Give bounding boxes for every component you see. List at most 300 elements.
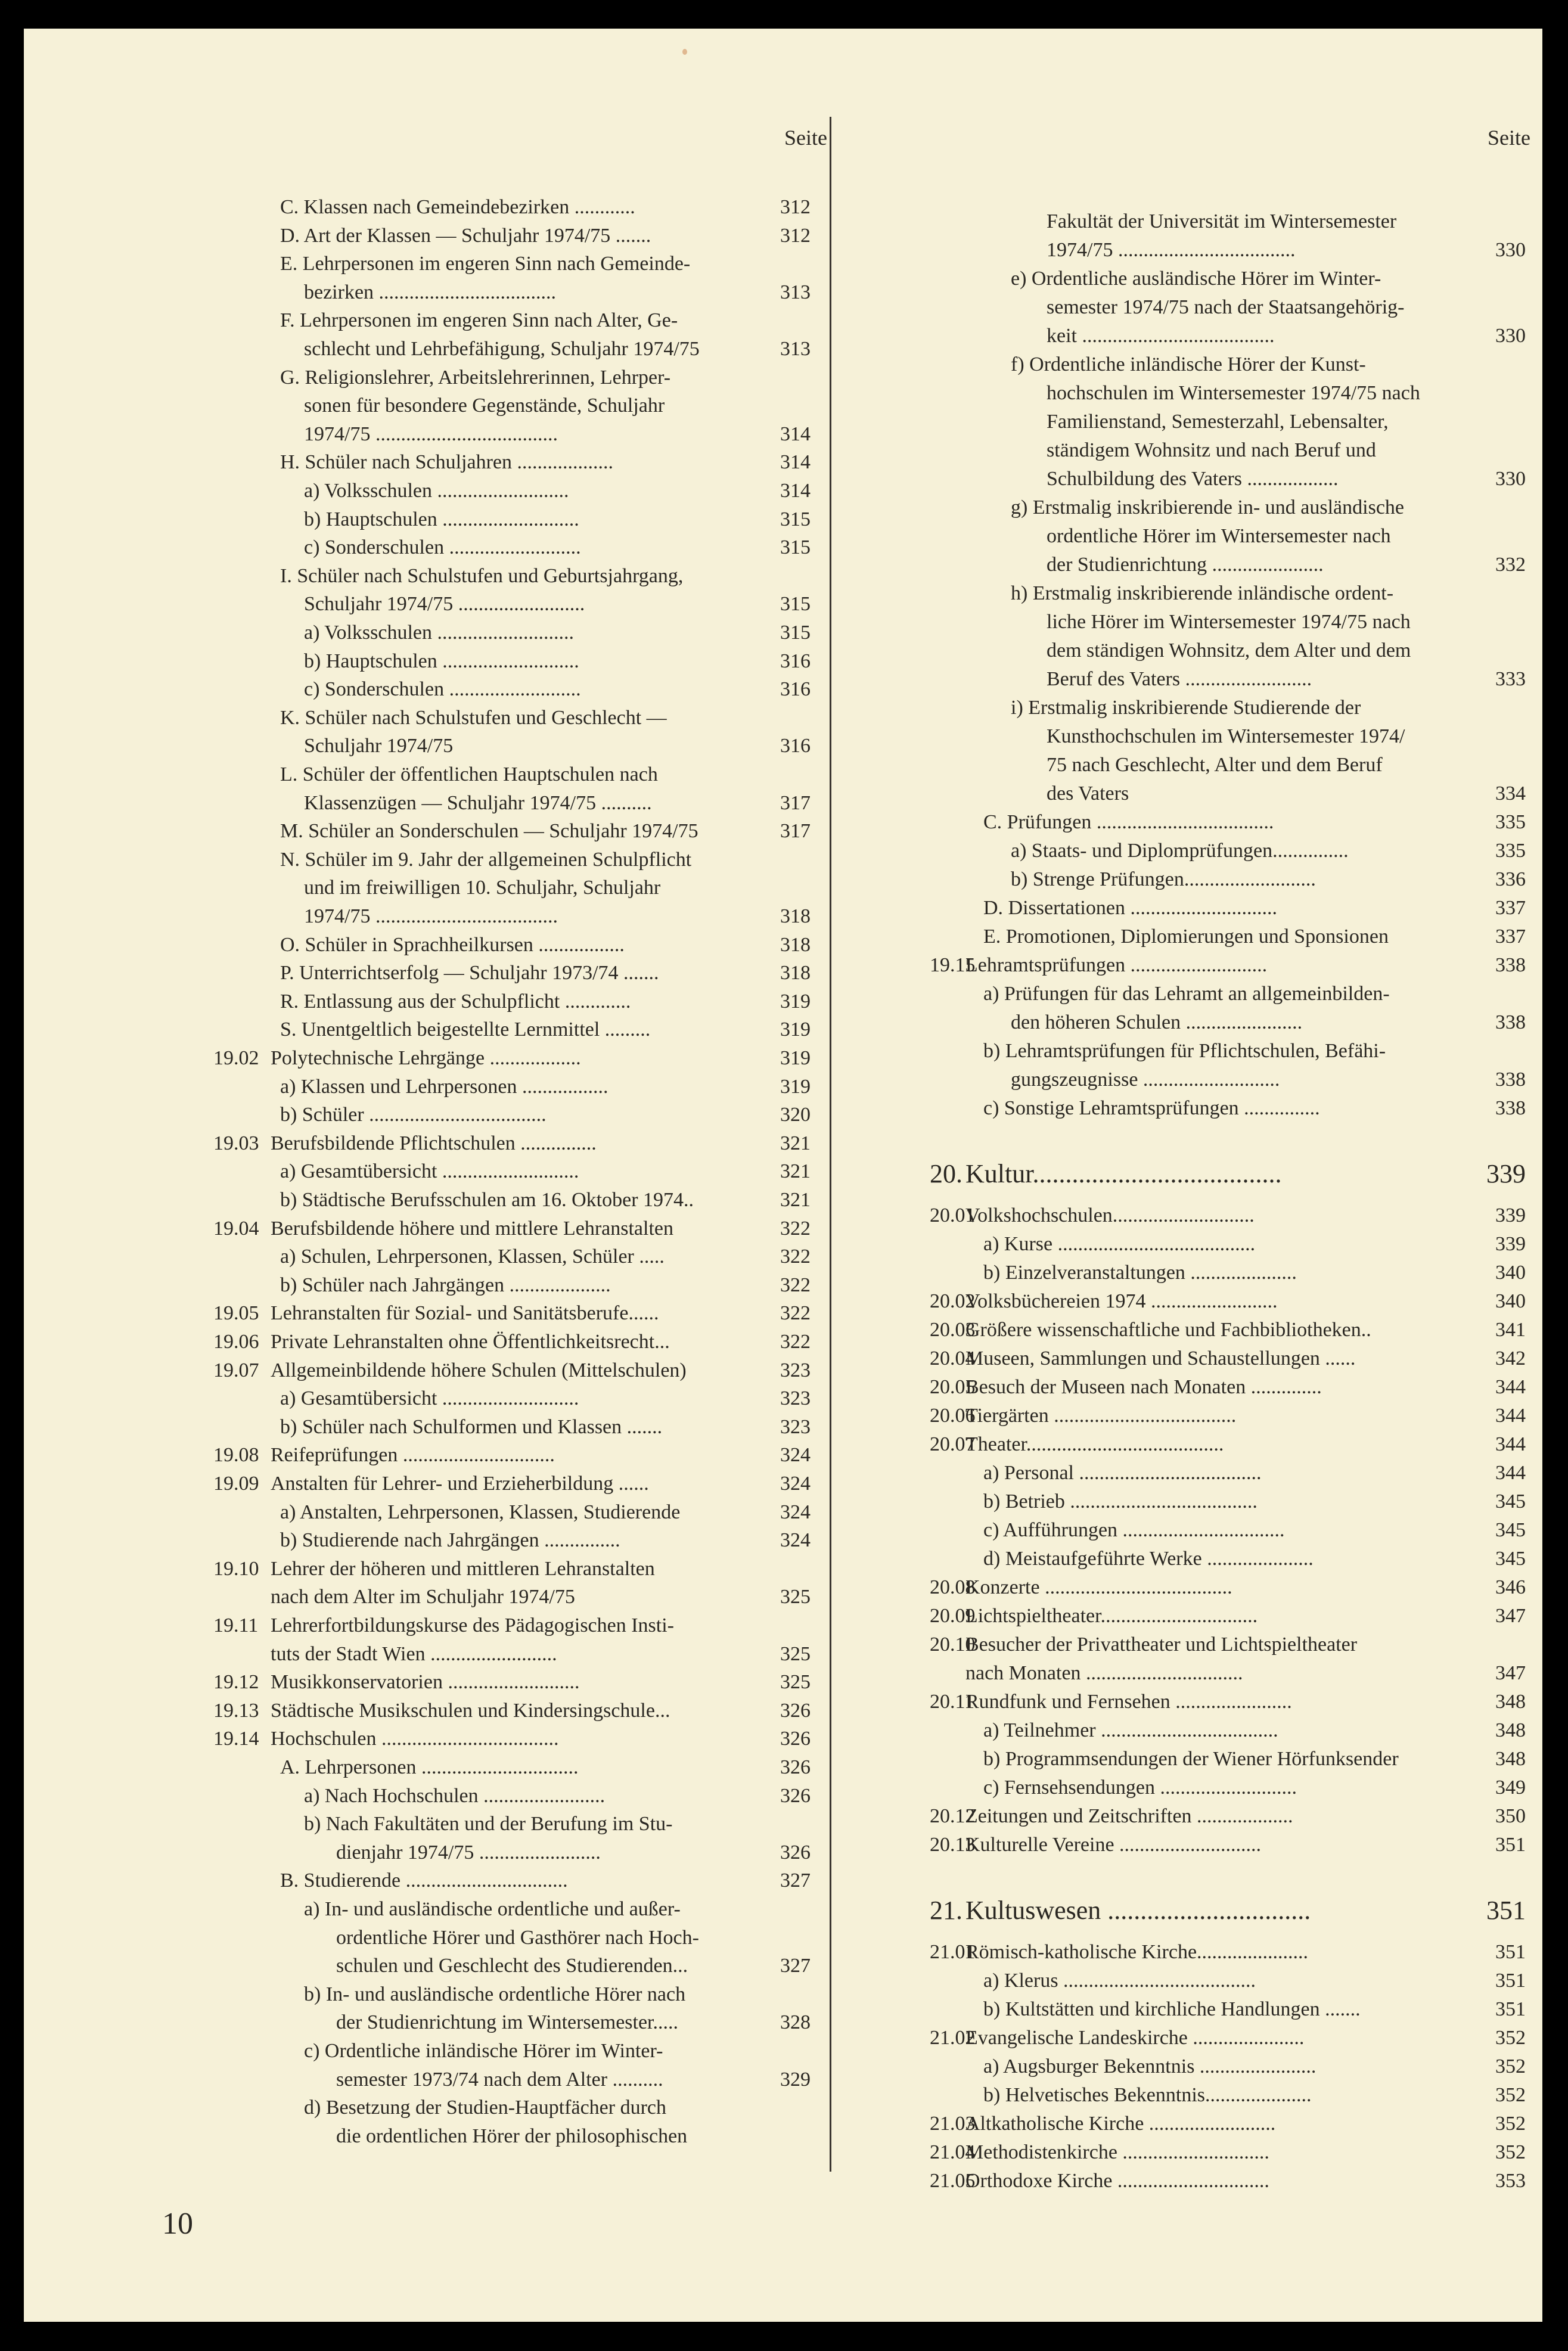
toc-entry bbox=[24, 817, 811, 846]
toc-entry-title: i) Erstmalig inskribierende Studierende der bbox=[1011, 697, 1361, 719]
toc-entry-title: c) Ordentliche inländische Hörer im Winter- bbox=[304, 2040, 663, 2062]
toc-page-number: 344 bbox=[1495, 1405, 1526, 1427]
toc-entry bbox=[24, 1753, 811, 1782]
toc-entry-title: Römisch-katholische Kirche...................... bbox=[965, 1941, 1309, 1963]
toc-entry-title: b) Städtische Berufsschulen am 16. Oktober 1974.. bbox=[280, 1189, 694, 1211]
toc-page-number: 321 bbox=[780, 1132, 811, 1154]
toc-page-number: 323 bbox=[780, 1387, 811, 1410]
toc-entry-title: Kulturelle Vereine ............................ bbox=[965, 1834, 1262, 1856]
toc-entry bbox=[864, 1066, 1526, 1094]
toc-entry bbox=[24, 1243, 811, 1271]
toc-entry-title: liche Hörer im Wintersemester 1974/75 nach bbox=[1047, 611, 1411, 633]
toc-entry-title: schulen und Geschlecht des Studierenden... bbox=[336, 1955, 688, 1977]
toc-entry-title: Schulbildung des Vaters .................. bbox=[1047, 468, 1339, 490]
toc-entry-title: nach Monaten ............................... bbox=[965, 1662, 1243, 1684]
toc-entry bbox=[24, 647, 811, 676]
toc-entry bbox=[24, 1271, 811, 1300]
toc-page-number: 324 bbox=[780, 1444, 811, 1467]
toc-entry bbox=[24, 1073, 811, 1101]
toc-entry bbox=[24, 1470, 811, 1498]
toc-entry bbox=[864, 579, 1526, 608]
toc-page-number: 350 bbox=[1495, 1805, 1526, 1827]
toc-entry bbox=[24, 1980, 811, 2009]
toc-entry-title: N. Schüler im 9. Jahr der allgemeinen Schulpflicht bbox=[280, 848, 692, 871]
toc-entry bbox=[864, 493, 1526, 522]
toc-entry-title: G. Religionslehrer, Arbeitslehrerinnen, Lehrper- bbox=[280, 366, 671, 389]
toc-page-number: 347 bbox=[1495, 1662, 1526, 1684]
toc-entry-title: a) Volksschulen .......................... bbox=[304, 480, 569, 502]
toc-entry bbox=[24, 1583, 811, 1611]
toc-entry bbox=[24, 448, 811, 477]
toc-entry bbox=[864, 1774, 1526, 1802]
toc-section-number: 21.01 bbox=[930, 1941, 976, 1963]
toc-page-number: 316 bbox=[780, 735, 811, 757]
toc-page-number: 351 bbox=[1486, 1896, 1526, 1925]
toc-page-number: 345 bbox=[1495, 1490, 1526, 1513]
toc-page-number: 319 bbox=[780, 1047, 811, 1069]
toc-entry bbox=[24, 959, 811, 987]
toc-entry bbox=[864, 1287, 1526, 1316]
toc-page-number: 330 bbox=[1495, 325, 1526, 347]
toc-page-number: 341 bbox=[1495, 1319, 1526, 1341]
toc-page-number: 326 bbox=[780, 1728, 811, 1750]
toc-entry bbox=[864, 551, 1526, 579]
toc-entry bbox=[24, 306, 811, 335]
toc-entry-title: 1974/75 ................................... bbox=[1047, 239, 1296, 261]
toc-page-number: 323 bbox=[780, 1415, 811, 1438]
toc-entry bbox=[864, 236, 1526, 265]
toc-page-number: 326 bbox=[780, 1756, 811, 1778]
toc-entry-title: b) Helvetisches Bekenntnis..................... bbox=[983, 2084, 1312, 2106]
toc-entry-title: D. Art der Klassen — Schuljahr 1974/75 ....... bbox=[280, 224, 651, 247]
toc-entry-title: a) Gesamtübersicht ........................... bbox=[280, 1160, 579, 1183]
toc-page-number: 352 bbox=[1495, 2027, 1526, 2049]
toc-page-number: 335 bbox=[1495, 840, 1526, 862]
toc-entry-title: h) Erstmalig inskribierende inländische ordent- bbox=[1011, 582, 1394, 604]
toc-entry bbox=[864, 1094, 1526, 1123]
toc-page-number: 334 bbox=[1495, 782, 1526, 805]
toc-entry bbox=[24, 1101, 811, 1129]
toc-section-number: 19.13 bbox=[213, 1699, 259, 1722]
toc-entry bbox=[24, 902, 811, 931]
toc-entry bbox=[864, 837, 1526, 865]
toc-entry-title: Anstalten für Lehrer- und Erzieherbildung ...... bbox=[271, 1473, 649, 1495]
toc-entry bbox=[864, 894, 1526, 923]
toc-entry-title: den höheren Schulen ....................... bbox=[1011, 1011, 1303, 1033]
toc-entry-title: b) Hauptschulen ........................... bbox=[304, 508, 579, 530]
toc-entry bbox=[864, 1631, 1526, 1659]
toc-page-number: 315 bbox=[780, 536, 811, 559]
toc-entry bbox=[864, 1967, 1526, 1995]
toc-page-number: 319 bbox=[780, 990, 811, 1013]
toc-entry bbox=[864, 2081, 1526, 2110]
toc-entry-title: B. Studierende ................................ bbox=[280, 1869, 568, 1892]
toc-page-number: 318 bbox=[780, 933, 811, 956]
toc-entry bbox=[864, 1716, 1526, 1745]
toc-page-number: 329 bbox=[780, 2068, 811, 2091]
toc-page-number: 327 bbox=[780, 1955, 811, 1977]
toc-page-number: 326 bbox=[780, 1784, 811, 1807]
toc-entry-title: c) Fernsehsendungen ........................... bbox=[983, 1777, 1297, 1799]
toc-entry bbox=[24, 1838, 811, 1867]
toc-entry bbox=[24, 846, 811, 874]
toc-section-number: 21. bbox=[930, 1896, 962, 1925]
toc-page-number: 339 bbox=[1486, 1159, 1526, 1188]
toc-page-number: 344 bbox=[1495, 1462, 1526, 1484]
toc-entry bbox=[24, 619, 811, 647]
toc-entry bbox=[24, 1924, 811, 1952]
toc-page-number: 342 bbox=[1495, 1347, 1526, 1369]
toc-entry bbox=[864, 1659, 1526, 1688]
toc-page-number: 338 bbox=[1495, 1011, 1526, 1033]
toc-entry bbox=[24, 364, 811, 392]
toc-entry-title: der Studienrichtung im Wintersemester..... bbox=[336, 2011, 678, 2034]
toc-entry bbox=[24, 335, 811, 364]
toc-page-number: 322 bbox=[780, 1274, 811, 1296]
toc-entry bbox=[24, 278, 811, 307]
toc-entry bbox=[24, 1640, 811, 1669]
toc-entry bbox=[864, 1545, 1526, 1573]
toc-entry-title: D. Dissertationen ............................. bbox=[983, 897, 1277, 919]
toc-entry bbox=[24, 505, 811, 534]
toc-entry-title: S. Unentgeltlich beigestellte Lernmittel ......... bbox=[280, 1018, 651, 1041]
toc-entry bbox=[24, 193, 811, 222]
toc-entry bbox=[864, 980, 1526, 1008]
toc-entry bbox=[24, 874, 811, 902]
toc-entry-title: hochschulen im Wintersemester 1974/75 nach bbox=[1047, 382, 1420, 404]
toc-section-number: 19.15 bbox=[930, 954, 976, 976]
toc-entry-title: Lehrer der höheren und mittleren Lehranstalten bbox=[271, 1557, 655, 1580]
toc-page-number: 345 bbox=[1495, 1519, 1526, 1541]
toc-entry-title: F. Lehrpersonen im engeren Sinn nach Alter, Ge- bbox=[280, 309, 678, 332]
toc-entry bbox=[864, 1430, 1526, 1459]
toc-entry-title: gungszeugnisse ........................... bbox=[1011, 1069, 1280, 1091]
toc-section-number: 20.11 bbox=[930, 1691, 975, 1713]
toc-entry-title: b) Kultstätten und kirchliche Handlungen ....... bbox=[983, 1998, 1361, 2020]
toc-entry-title: Volksbüchereien 1974 ......................... bbox=[965, 1290, 1278, 1312]
toc-entry bbox=[864, 1402, 1526, 1430]
toc-section-number: 19.08 bbox=[213, 1444, 259, 1467]
toc-section-number: 20.08 bbox=[930, 1576, 976, 1598]
toc-entry-title: sonen für besondere Gegenstände, Schuljahr bbox=[304, 395, 665, 417]
toc-entry bbox=[864, 1201, 1526, 1230]
toc-entry-title: tuts der Stadt Wien ......................... bbox=[271, 1642, 557, 1665]
toc-section-number: 19.09 bbox=[213, 1473, 259, 1495]
toc-entry-title: b) Nach Fakultäten und der Berufung im Stu- bbox=[304, 1813, 673, 1836]
toc-page-number: 345 bbox=[1495, 1548, 1526, 1570]
toc-entry-title: e) Ordentliche ausländische Hörer im Winter- bbox=[1011, 268, 1381, 290]
toc-entry-title: schlecht und Lehrbefähigung, Schuljahr 1974/75 bbox=[304, 338, 700, 360]
toc-entry bbox=[24, 1498, 811, 1527]
toc-section-number: 19.14 bbox=[213, 1728, 259, 1750]
toc-page-number: 332 bbox=[1495, 554, 1526, 576]
toc-entry bbox=[864, 1487, 1526, 1516]
toc-section-number: 21.02 bbox=[930, 2027, 976, 2049]
toc-entry bbox=[864, 207, 1526, 236]
toc-section-number: 20.05 bbox=[930, 1376, 976, 1398]
toc-entry-title: f) Ordentliche inländische Hörer der Kunst- bbox=[1011, 353, 1366, 375]
toc-entry bbox=[24, 1526, 811, 1555]
toc-entry bbox=[24, 1413, 811, 1442]
toc-entry bbox=[24, 760, 811, 789]
toc-entry-title: b) Schüler nach Jahrgängen .................... bbox=[280, 1274, 611, 1296]
toc-entry bbox=[864, 1995, 1526, 2024]
toc-page-number: 323 bbox=[780, 1359, 811, 1381]
toc-entry-title: Kunsthochschulen im Wintersemester 1974/ bbox=[1047, 725, 1405, 747]
toc-entry-title: Besuch der Museen nach Monaten .............. bbox=[965, 1376, 1322, 1398]
toc-page-number: 316 bbox=[780, 650, 811, 672]
toc-entry-title: Familienstand, Semesterzahl, Lebensalter, bbox=[1047, 411, 1389, 433]
toc-page-number: 325 bbox=[780, 1642, 811, 1665]
toc-entry-title: a) In- und ausländische ordentliche und außer- bbox=[304, 1898, 681, 1920]
toc-entry-title: M. Schüler an Sonderschulen — Schuljahr 1974/75 bbox=[280, 820, 698, 843]
toc-page-number: 321 bbox=[780, 1160, 811, 1183]
toc-entry bbox=[864, 1008, 1526, 1037]
toc-page-number: 351 bbox=[1495, 1970, 1526, 1992]
toc-entry-title: Lichtspieltheater............................... bbox=[965, 1605, 1258, 1627]
toc-entry bbox=[24, 1697, 811, 1725]
toc-entry-title: C. Prüfungen ................................... bbox=[983, 811, 1274, 833]
toc-entry-title: 75 nach Geschlecht, Alter und dem Beruf bbox=[1047, 754, 1383, 776]
toc-entry bbox=[864, 350, 1526, 379]
toc-entry bbox=[864, 1516, 1526, 1545]
toc-page-number: 314 bbox=[780, 480, 811, 502]
toc-entry-title: a) Anstalten, Lehrpersonen, Klassen, Studierende bbox=[280, 1501, 681, 1523]
toc-entry-title: 1974/75 .................................... bbox=[304, 905, 558, 927]
toc-entry bbox=[864, 1831, 1526, 1859]
toc-entry-title: Musikkonservatorien .......................... bbox=[271, 1671, 580, 1694]
toc-entry-title: a) Staats- und Diplomprüfungen............... bbox=[1011, 840, 1349, 862]
toc-entry bbox=[24, 533, 811, 562]
toc-entry-title: b) Strenge Prüfungen.......................... bbox=[1011, 868, 1316, 890]
toc-entry-title: A. Lehrpersonen ............................... bbox=[280, 1756, 579, 1778]
toc-entry bbox=[24, 1044, 811, 1073]
toc-entry bbox=[24, 1215, 811, 1243]
toc-entry bbox=[864, 1602, 1526, 1631]
toc-entry bbox=[864, 2052, 1526, 2081]
toc-page-number: 339 bbox=[1495, 1204, 1526, 1226]
toc-entry-title: b) Hauptschulen ........................... bbox=[304, 650, 579, 672]
toc-page-number: 348 bbox=[1495, 1691, 1526, 1713]
toc-entry-title: Allgemeinbildende höhere Schulen (Mittelschulen) bbox=[271, 1359, 687, 1381]
toc-entry bbox=[24, 1441, 811, 1470]
toc-entry-title: dienjahr 1974/75 ........................ bbox=[336, 1841, 601, 1864]
toc-entry-title: ordentliche Hörer und Gasthörer nach Hoch- bbox=[336, 1926, 699, 1949]
toc-entry-title: Fakultät der Universität im Wintersemester bbox=[1047, 210, 1397, 232]
toc-entry bbox=[864, 951, 1526, 980]
toc-entry-title: R. Entlassung aus der Schulpflicht ............. bbox=[280, 990, 631, 1013]
toc-entry-title: c) Sonderschulen .......................... bbox=[304, 536, 581, 559]
toc-entry-title: semester 1973/74 nach dem Alter .......... bbox=[336, 2068, 663, 2091]
toc-page-number: 314 bbox=[780, 423, 811, 445]
toc-entry-title: Private Lehranstalten ohne Öffentlichkeitsrecht... bbox=[271, 1331, 670, 1353]
toc-entry-title: Theater....................................... bbox=[965, 1433, 1224, 1455]
toc-entry bbox=[864, 2024, 1526, 2052]
toc-entry-title: und im freiwilligen 10. Schuljahr, Schuljahr bbox=[304, 877, 661, 899]
toc-page-number: 339 bbox=[1495, 1233, 1526, 1255]
toc-section-number: 21.04 bbox=[930, 2141, 976, 2163]
toc-entry bbox=[24, 675, 811, 704]
toc-entry bbox=[864, 636, 1526, 665]
toc-page-number: 322 bbox=[780, 1217, 811, 1240]
toc-entry bbox=[864, 665, 1526, 694]
toc-entry bbox=[24, 2066, 811, 2094]
toc-entry-title: a) Volksschulen ........................... bbox=[304, 622, 575, 644]
toc-entry bbox=[864, 408, 1526, 436]
toc-section-number: 20.06 bbox=[930, 1405, 976, 1427]
toc-page-number: 320 bbox=[780, 1104, 811, 1126]
toc-page-number: 313 bbox=[780, 281, 811, 303]
toc-page-number: 312 bbox=[780, 196, 811, 218]
toc-entry bbox=[24, 477, 811, 505]
toc-page-number: 340 bbox=[1495, 1262, 1526, 1284]
toc-entry-title: b) Einzelveranstaltungen ..................... bbox=[983, 1262, 1297, 1284]
toc-entry-title: dem ständigen Wohnsitz, dem Alter und dem bbox=[1047, 639, 1411, 661]
toc-entry bbox=[864, 865, 1526, 894]
toc-section-number: 20.01 bbox=[930, 1204, 976, 1226]
toc-entry bbox=[24, 1384, 811, 1413]
toc-entry bbox=[864, 2110, 1526, 2138]
toc-entry bbox=[864, 1344, 1526, 1373]
toc-entry-title: Methodistenkirche ............................. bbox=[965, 2141, 1269, 2163]
toc-page-number: 324 bbox=[780, 1501, 811, 1523]
toc-entry-title: a) Schulen, Lehrpersonen, Klassen, Schüler ..... bbox=[280, 1246, 665, 1268]
toc-section-number: 20.10 bbox=[930, 1633, 976, 1656]
toc-page-number: 336 bbox=[1495, 868, 1526, 890]
toc-entry bbox=[24, 222, 811, 250]
toc-entry bbox=[24, 1952, 811, 1980]
toc-entry bbox=[864, 779, 1526, 808]
toc-entry bbox=[24, 2037, 811, 2066]
toc-entry bbox=[24, 1611, 811, 1640]
toc-page-number: 321 bbox=[780, 1189, 811, 1211]
toc-entry bbox=[24, 1157, 811, 1186]
toc-entry bbox=[864, 1896, 1526, 1925]
toc-entry bbox=[864, 293, 1526, 322]
toc-section-number: 20.12 bbox=[930, 1805, 976, 1827]
toc-entry-title: Hochschulen ................................... bbox=[271, 1728, 559, 1750]
toc-entry-title: Polytechnische Lehrgänge .................. bbox=[271, 1047, 581, 1069]
toc-page-number: 312 bbox=[780, 224, 811, 247]
toc-entry-title: semester 1974/75 nach der Staatsangehörig- bbox=[1047, 296, 1405, 318]
toc-section-number: 20.04 bbox=[930, 1347, 976, 1369]
toc-page-number: 322 bbox=[780, 1246, 811, 1268]
toc-entry bbox=[24, 1328, 811, 1356]
toc-page-number: 337 bbox=[1495, 926, 1526, 948]
toc-entry bbox=[24, 2008, 811, 2037]
toc-section-number: 19.03 bbox=[213, 1132, 259, 1154]
toc-entry bbox=[24, 1356, 811, 1385]
toc-entry bbox=[24, 420, 811, 449]
toc-page-number: 318 bbox=[780, 905, 811, 927]
toc-entry-title: a) Teilnehmer ................................... bbox=[983, 1719, 1278, 1741]
toc-entry-title: Museen, Sammlungen und Schaustellungen ...... bbox=[965, 1347, 1356, 1369]
toc-page-number: 325 bbox=[780, 1586, 811, 1608]
toc-entry-title: a) Personal .................................... bbox=[983, 1462, 1262, 1484]
toc-entry bbox=[24, 704, 811, 732]
toc-entry-title: b) Schüler ................................... bbox=[280, 1104, 547, 1126]
toc-entry bbox=[24, 931, 811, 959]
toc-page-number: 347 bbox=[1495, 1605, 1526, 1627]
toc-page-number: 352 bbox=[1495, 2055, 1526, 2077]
toc-entry bbox=[24, 1810, 811, 1838]
toc-entry-title: Größere wissenschaftliche und Fachbibliotheken.. bbox=[965, 1319, 1371, 1341]
toc-entry-title: b) Schüler nach Schulformen und Klassen ....... bbox=[280, 1415, 663, 1438]
toc-entry-title: der Studienrichtung ...................... bbox=[1047, 554, 1324, 576]
toc-section-number: 19.02 bbox=[213, 1047, 259, 1069]
toc-entry-title: Lehrerfortbildungskurse des Pädagogischen Insti- bbox=[271, 1614, 674, 1636]
toc-page-number: 325 bbox=[780, 1671, 811, 1694]
toc-entry-title: Klassenzügen — Schuljahr 1974/75 .......... bbox=[304, 791, 652, 814]
page-column-heading: Seite bbox=[784, 126, 827, 150]
toc-page-number: 353 bbox=[1495, 2170, 1526, 2192]
toc-page-number: 317 bbox=[780, 820, 811, 843]
toc-page-number: 338 bbox=[1495, 1069, 1526, 1091]
toc-entry-title: Besucher der Privattheater und Lichtspieltheater bbox=[965, 1633, 1358, 1656]
toc-entry-title: Lehramtsprüfungen ........................... bbox=[965, 954, 1268, 976]
toc-entry-title: Kultur...................................... bbox=[965, 1159, 1282, 1188]
toc-entry bbox=[864, 465, 1526, 493]
toc-entry-title: Zeitungen und Zeitschriften ................... bbox=[965, 1805, 1293, 1827]
toc-entry-title: Tiergärten .................................... bbox=[965, 1405, 1237, 1427]
toc-page-number: 344 bbox=[1495, 1376, 1526, 1398]
toc-section-number: 20. bbox=[930, 1159, 962, 1188]
toc-entry-title: Schuljahr 1974/75 ......................... bbox=[304, 593, 585, 616]
toc-section-number: 19.10 bbox=[213, 1557, 259, 1580]
toc-entry-title: nach dem Alter im Schuljahr 1974/75 bbox=[271, 1586, 575, 1608]
toc-section-number: 19.05 bbox=[213, 1302, 259, 1325]
toc-page-number: 327 bbox=[780, 1869, 811, 1892]
toc-entry bbox=[864, 722, 1526, 751]
toc-entry bbox=[864, 923, 1526, 951]
toc-page-number: 352 bbox=[1495, 2084, 1526, 2106]
toc-entry bbox=[864, 1259, 1526, 1287]
toc-page-number: 348 bbox=[1495, 1719, 1526, 1741]
toc-section-number: 20.09 bbox=[930, 1605, 976, 1627]
toc-entry-title: die ordentlichen Hörer der philosophischen bbox=[336, 2125, 688, 2147]
toc-entry-title: a) Klerus ...................................... bbox=[983, 1970, 1256, 1992]
toc-page-number: 340 bbox=[1495, 1290, 1526, 1312]
toc-entry-title: Reifeprüfungen .............................. bbox=[271, 1444, 555, 1467]
toc-entry-title: O. Schüler in Sprachheilkursen ................. bbox=[280, 933, 625, 956]
toc-entry-title: bezirken ................................... bbox=[304, 281, 557, 303]
toc-page-number: 351 bbox=[1495, 1834, 1526, 1856]
toc-page-number: 316 bbox=[780, 678, 811, 701]
toc-entry-title: Altkatholische Kirche ......................... bbox=[965, 2113, 1276, 2135]
toc-entry-title: des Vaters bbox=[1047, 782, 1129, 805]
toc-entry-title: Lehranstalten für Sozial- und Sanitätsberufe...... bbox=[271, 1302, 659, 1325]
toc-entry bbox=[24, 562, 811, 591]
toc-entry-title: ordentliche Hörer im Wintersemester nach bbox=[1047, 525, 1391, 547]
toc-entry bbox=[864, 1316, 1526, 1344]
toc-page-number: 348 bbox=[1495, 1748, 1526, 1770]
toc-entry bbox=[24, 1129, 811, 1158]
toc-entry-title: b) In- und ausländische ordentliche Hörer nach bbox=[304, 1983, 686, 2005]
toc-page-number: 351 bbox=[1495, 1941, 1526, 1963]
stain-mark bbox=[682, 49, 687, 55]
toc-entry-title: a) Gesamtübersicht ........................... bbox=[280, 1387, 579, 1410]
toc-page-number: 324 bbox=[780, 1473, 811, 1495]
toc-page-number: 352 bbox=[1495, 2141, 1526, 2163]
toc-entry-title: b) Studierende nach Jahrgängen ............... bbox=[280, 1529, 620, 1552]
toc-page-number: 315 bbox=[780, 593, 811, 616]
toc-section-number: 21.03 bbox=[930, 2113, 976, 2135]
toc-entry bbox=[864, 436, 1526, 465]
toc-entry-title: Evangelische Landeskirche ...................... bbox=[965, 2027, 1305, 2049]
toc-entry-title: Berufsbildende höhere und mittlere Lehranstalten bbox=[271, 1217, 673, 1240]
document-page bbox=[24, 29, 1542, 2322]
toc-entry-title: g) Erstmalig inskribierende in- und ausländische bbox=[1011, 496, 1404, 518]
